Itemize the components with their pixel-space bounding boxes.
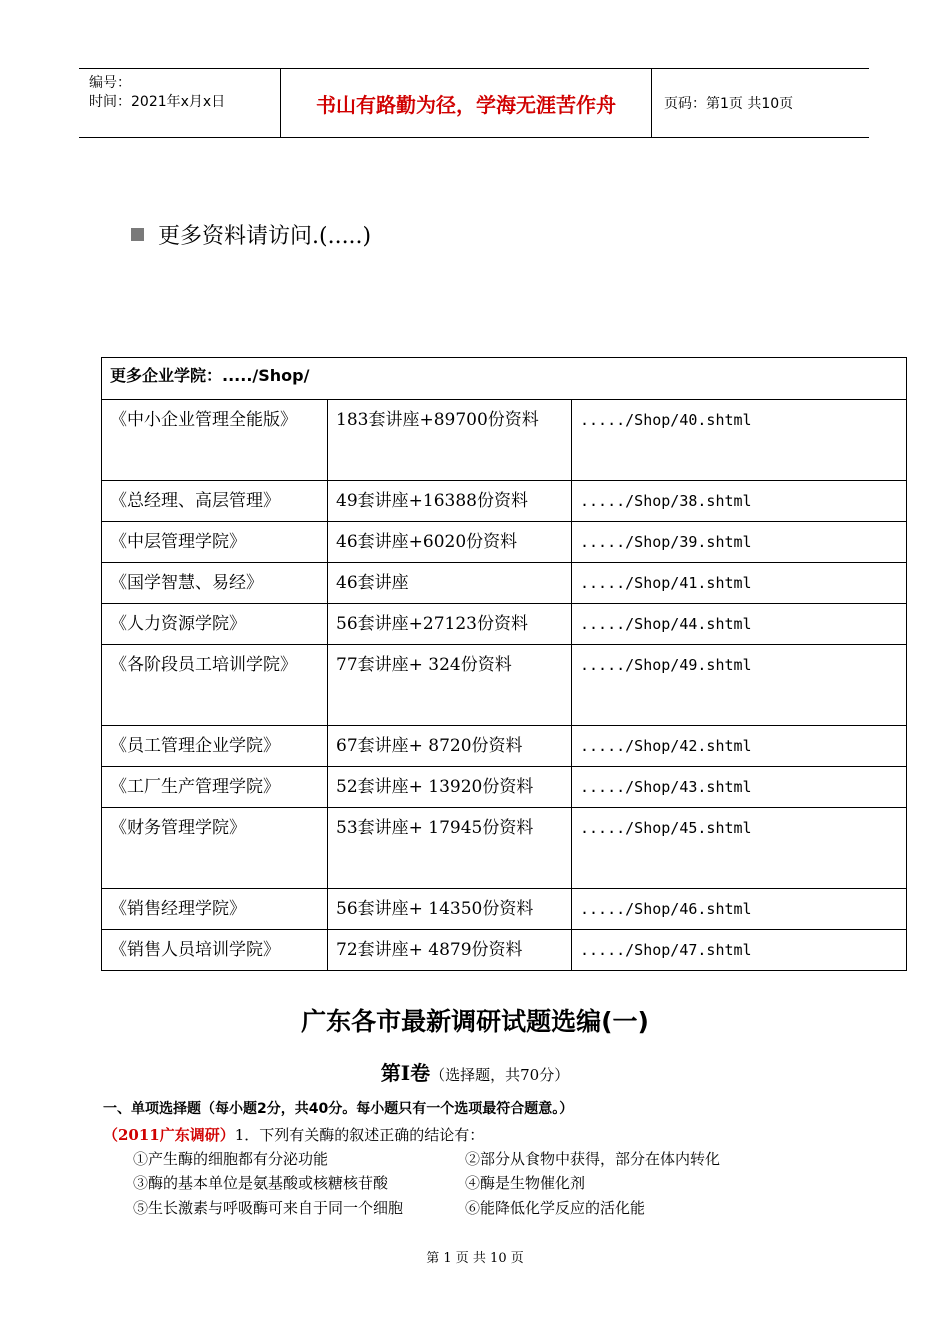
academy-name: 《中小企业管理全能版》 [102,400,328,481]
academy-url[interactable]: ...../Shop/44.shtml [572,604,907,645]
option-3: ③酶的基本单位是氨基酸或核糖核苷酸 [133,1174,389,1192]
table-row [102,808,907,889]
volume-note: （选择题，共70分） [430,1066,570,1084]
academy-desc: 46套讲座+6020份资料 [328,522,572,563]
academy-desc: 56套讲座+ 14350份资料 [328,889,572,930]
academy-desc: 67套讲座+ 8720份资料 [328,726,572,767]
option-1: ①产生酶的细胞都有分泌功能 [133,1150,329,1168]
table-row [102,400,907,481]
academy-url[interactable]: ...../Shop/39.shtml [572,522,907,563]
academy-desc: 77套讲座+ 324份资料 [328,645,572,726]
academy-url[interactable]: ...../Shop/47.shtml [572,930,907,971]
academy-name: 《销售人员培训学院》 [102,930,328,971]
question [103,1124,484,1145]
question-tag: （2011广东调研） [103,1126,235,1144]
date-label: 时间：2021年x月x日 [89,94,226,110]
header-meta [79,69,280,137]
academy-name: 《国学智慧、易经》 [102,563,328,604]
table-row [102,930,907,971]
table-row [102,767,907,808]
academy-name: 《总经理、高层管理》 [102,481,328,522]
academy-name: 《各阶段员工培训学院》 [102,645,328,726]
academy-desc: 72套讲座+ 4879份资料 [328,930,572,971]
academy-name: 《员工管理企业学院》 [102,726,328,767]
option-5: ⑤生长激素与呼吸酶可来自于同一个细胞 [133,1199,404,1217]
academy-name: 《财务管理学院》 [102,808,328,889]
section-heading: 一、单项选择题（每小题2分，共40分。每小题只有一个选项最符合题意。） [103,1101,574,1117]
academy-url[interactable]: ...../Shop/43.shtml [572,767,907,808]
table-row [102,645,907,726]
option-2: ②部分从食物中获得，部分在体内转化 [465,1150,721,1168]
document-header [79,68,869,138]
academy-url[interactable]: ...../Shop/49.shtml [572,645,907,726]
exam-volume [0,1057,950,1086]
academy-desc: 56套讲座+27123份资料 [328,604,572,645]
square-bullet-icon [131,228,144,241]
academy-name: 《销售经理学院》 [102,889,328,930]
question-text: 1．下列有关酶的叙述正确的结论有： [234,1126,485,1144]
academy-url[interactable]: ...../Shop/38.shtml [572,481,907,522]
table-row [102,563,907,604]
academy-url[interactable]: ...../Shop/40.shtml [572,400,907,481]
table-row [102,522,907,563]
table-header-row [102,358,907,400]
volume-label: 第Ⅰ卷 [380,1061,431,1085]
table-header-cell: 更多企业学院：...../Shop/ [102,358,907,400]
academy-name: 《人力资源学院》 [102,604,328,645]
academy-desc: 52套讲座+ 13920份资料 [328,767,572,808]
academy-name: 《工厂生产管理学院》 [102,767,328,808]
academy-url[interactable]: ...../Shop/45.shtml [572,808,907,889]
table-row [102,481,907,522]
academy-table [101,357,907,971]
academy-url[interactable]: ...../Shop/42.shtml [572,726,907,767]
option-4: ④酶是生物催化剂 [465,1174,586,1192]
academy-url[interactable]: ...../Shop/41.shtml [572,563,907,604]
more-info-line [131,219,371,250]
academy-desc: 46套讲座 [328,563,572,604]
academy-url[interactable]: ...../Shop/46.shtml [572,889,907,930]
number-label: 编号： [89,75,131,91]
table-row [102,726,907,767]
academy-name: 《中层管理学院》 [102,522,328,563]
table-row [102,604,907,645]
academy-desc: 53套讲座+ 17945份资料 [328,808,572,889]
table-row [102,889,907,930]
academy-desc: 49套讲座+16388份资料 [328,481,572,522]
academy-desc: 183套讲座+89700份资料 [328,400,572,481]
header-page-label: 页码：第1页 共10页 [664,96,794,112]
page-footer: 第 1 页 共 10 页 [426,1251,524,1266]
header-motto: 书山有路勤为径，学海无涯苦作舟 [280,69,652,137]
more-info-text: 更多资料请访问.(.....) [158,224,372,249]
option-6: ⑥能降低化学反应的活化能 [465,1199,646,1217]
exam-title: 广东各市最新调研试题选编(一) [301,1007,649,1036]
